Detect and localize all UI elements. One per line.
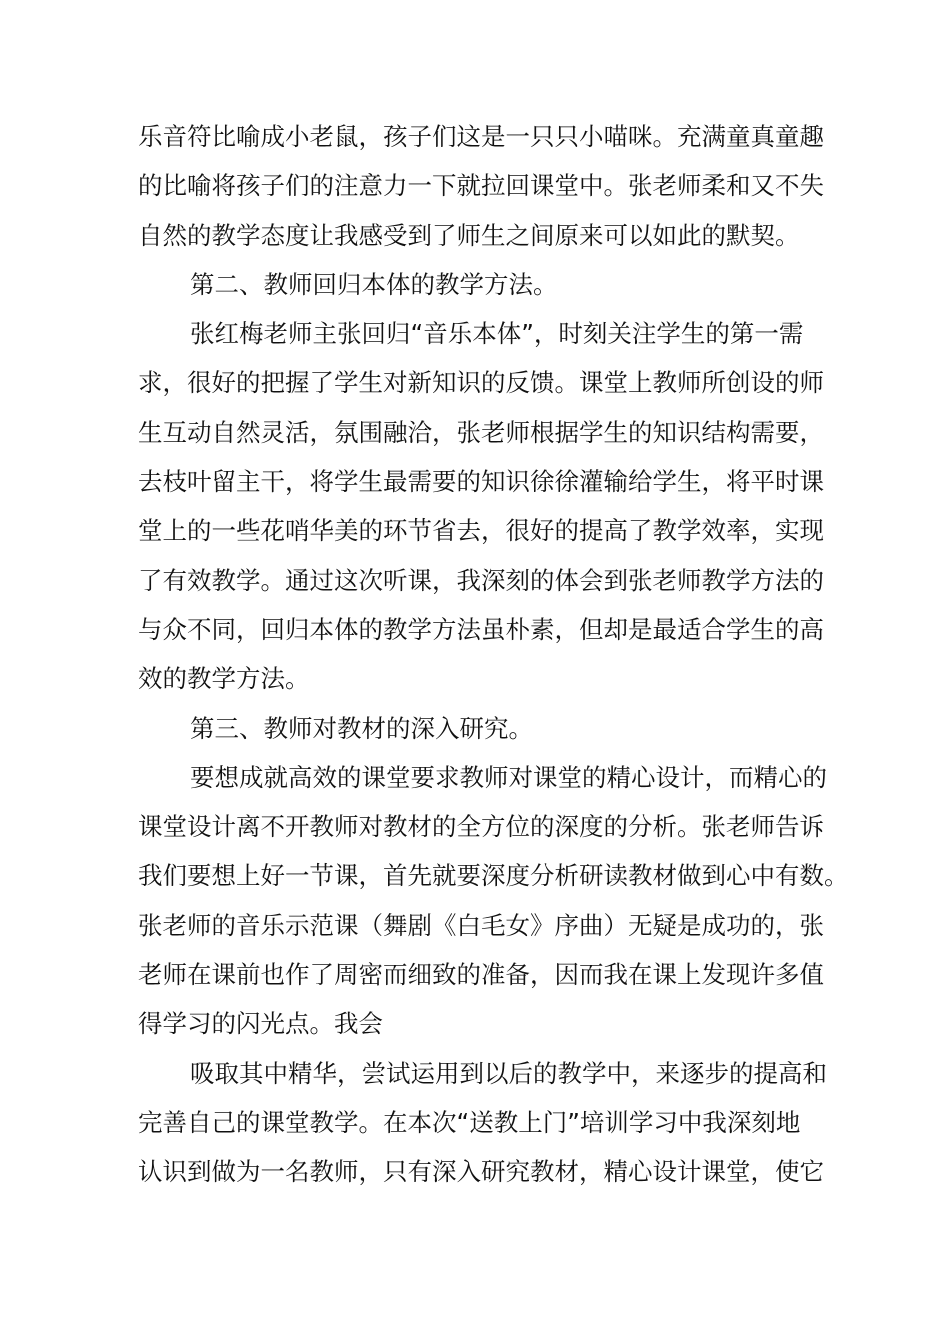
paragraph-first-line: 要想成就高效的课堂要求教师对课堂的精心设计，而精心的 [190,762,827,792]
paragraph-first-line: 张红梅老师主张回归“音乐本体”，时刻关注学生的第一需 [190,319,804,349]
text-line: 认识到做为一名教师，只有深入研究教材，精心设计课堂，使它 [138,1157,824,1187]
text-line: 得学习的闪光点。我会 [138,1009,383,1039]
text-line: 了有效教学。通过这次听课，我深刻的体会到张老师教学方法的 [138,565,824,595]
text-line: 求，很好的把握了学生对新知识的反馈。课堂上教师所创设的师 [138,368,824,398]
paragraph-first-line: 吸取其中精华，尝试运用到以后的教学中，来逐步的提高和 [190,1058,827,1088]
text-line: 效的教学方法。 [138,664,310,694]
text-line: 自然的教学态度让我感受到了师生之间原来可以如此的默契。 [138,220,800,250]
text-line: 的比喻将孩子们的注意力一下就拉回课堂中。张老师柔和又不失 [138,171,824,201]
text-line: 去枝叶留主干，将学生最需要的知识徐徐灌输给学生，将平时课 [138,467,824,497]
text-line: 完善自己的课堂教学。在本次“送教上门”培训学习中我深刻地 [138,1107,801,1137]
text-line: 张老师的音乐示范课（舞剧《白毛女》序曲）无疑是成功的，张 [138,910,824,940]
text-line: 堂上的一些花哨华美的环节省去，很好的提高了教学效率，实现 [138,516,824,546]
text-line: 我们要想上好一节课，首先就要深度分析研读教材做到心中有数。 [138,861,849,891]
text-line: 课堂设计离不开教师对教材的全方位的深度的分析。张老师告诉 [138,812,824,842]
text-line: 与众不同，回归本体的教学方法虽朴素，但却是最适合学生的高 [138,614,824,644]
paragraph-first-line: 第三、教师对教材的深入研究。 [190,713,533,743]
document-body [138,112,858,1197]
paragraph-first-line: 第二、教师回归本体的教学方法。 [190,269,558,299]
text-line: 乐音符比喻成小老鼠，孩子们这是一只只小喵咪。充满童真童趣 [138,122,824,151]
text-line: 生互动自然灵活，氛围融洽，张老师根据学生的知识结构需要， [138,417,824,447]
text-line: 老师在课前也作了周密而细致的准备，因而我在课上发现许多值 [138,960,824,990]
